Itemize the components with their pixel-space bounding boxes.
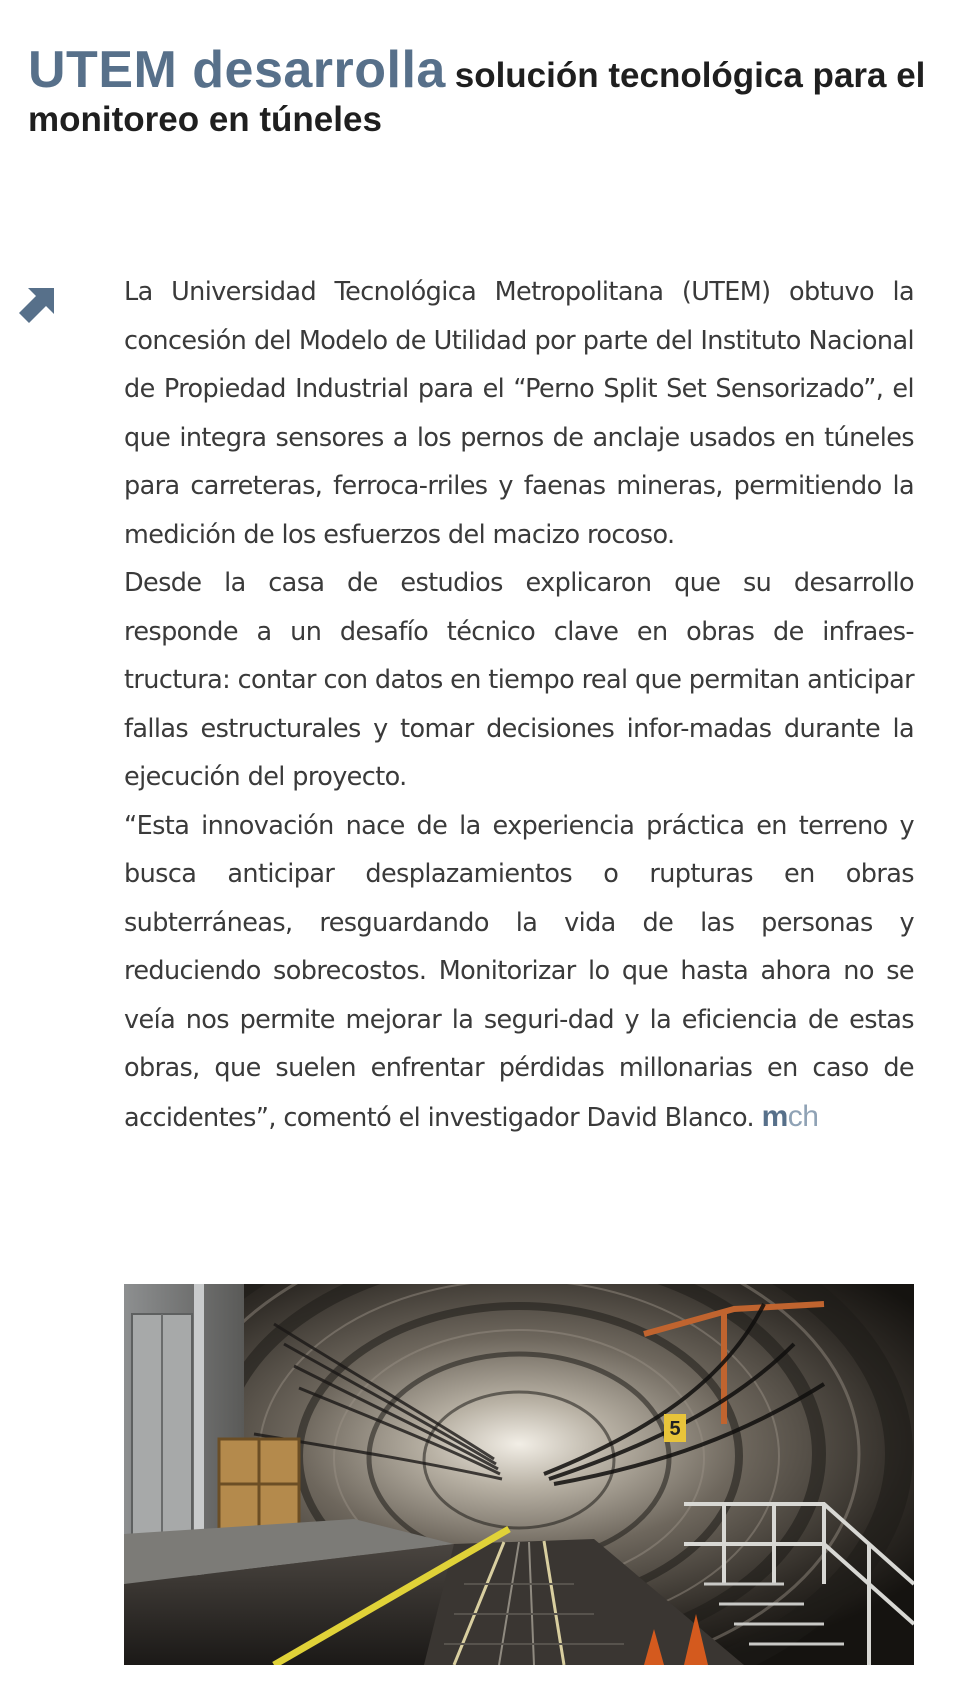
photo-sign-number: 5 [669, 1418, 681, 1440]
signoff-ch: ch [787, 1099, 819, 1133]
mch-signoff [762, 1100, 819, 1133]
article-body [124, 268, 914, 1142]
article-paragraph: Desde la casa de estudios explicaron que su desarrollo responde a un desafío técnico clave en obras de infraes-tructura: contar con datos en tiempo real que permitan anticipar fallas estructurales y tomar decisiones infor-madas durante la ejecución del proyecto. [124, 568, 914, 792]
article-paragraph [124, 802, 914, 1143]
tunnel-photo [124, 1284, 914, 1665]
article-paragraph: La Universidad Tecnológica Metropolitana (UTEM) obtuvo la concesión del Modelo de Utilidad por parte del Instituto Nacional de Propiedad Industrial para el “Perno Split Set Sensorizado”, el que integra sensores a los pernos de anclaje usados en túneles para carreteras, ferroca-rriles y faenas mineras, permitiendo la medición de los esfuerzos del macizo rocoso. [124, 277, 914, 550]
arrow-up-right-icon [18, 282, 60, 324]
quote-text: “Esta innovación nace de la experiencia práctica en terreno y busca anticipar desplazamientos o rupturas en obras subterráneas, resguardando la vida de las personas y reduciendo sobrecostos. Monitorizar lo que hasta ahora no se veía nos permite mejorar la seguri-dad y la eficiencia de estas obras, que suelen enfrentar pérdidas millonarias en caso de accidentes”, comentó el investigador David Blanco. [124, 810, 914, 1133]
headline-lead: UTEM desarrolla [28, 41, 446, 99]
signoff-m: m [761, 1099, 788, 1133]
headline-rest: solución tecnológica para el monitoreo en túneles [28, 56, 926, 139]
tunnel-illustration [124, 1284, 914, 1665]
headline [28, 41, 928, 142]
